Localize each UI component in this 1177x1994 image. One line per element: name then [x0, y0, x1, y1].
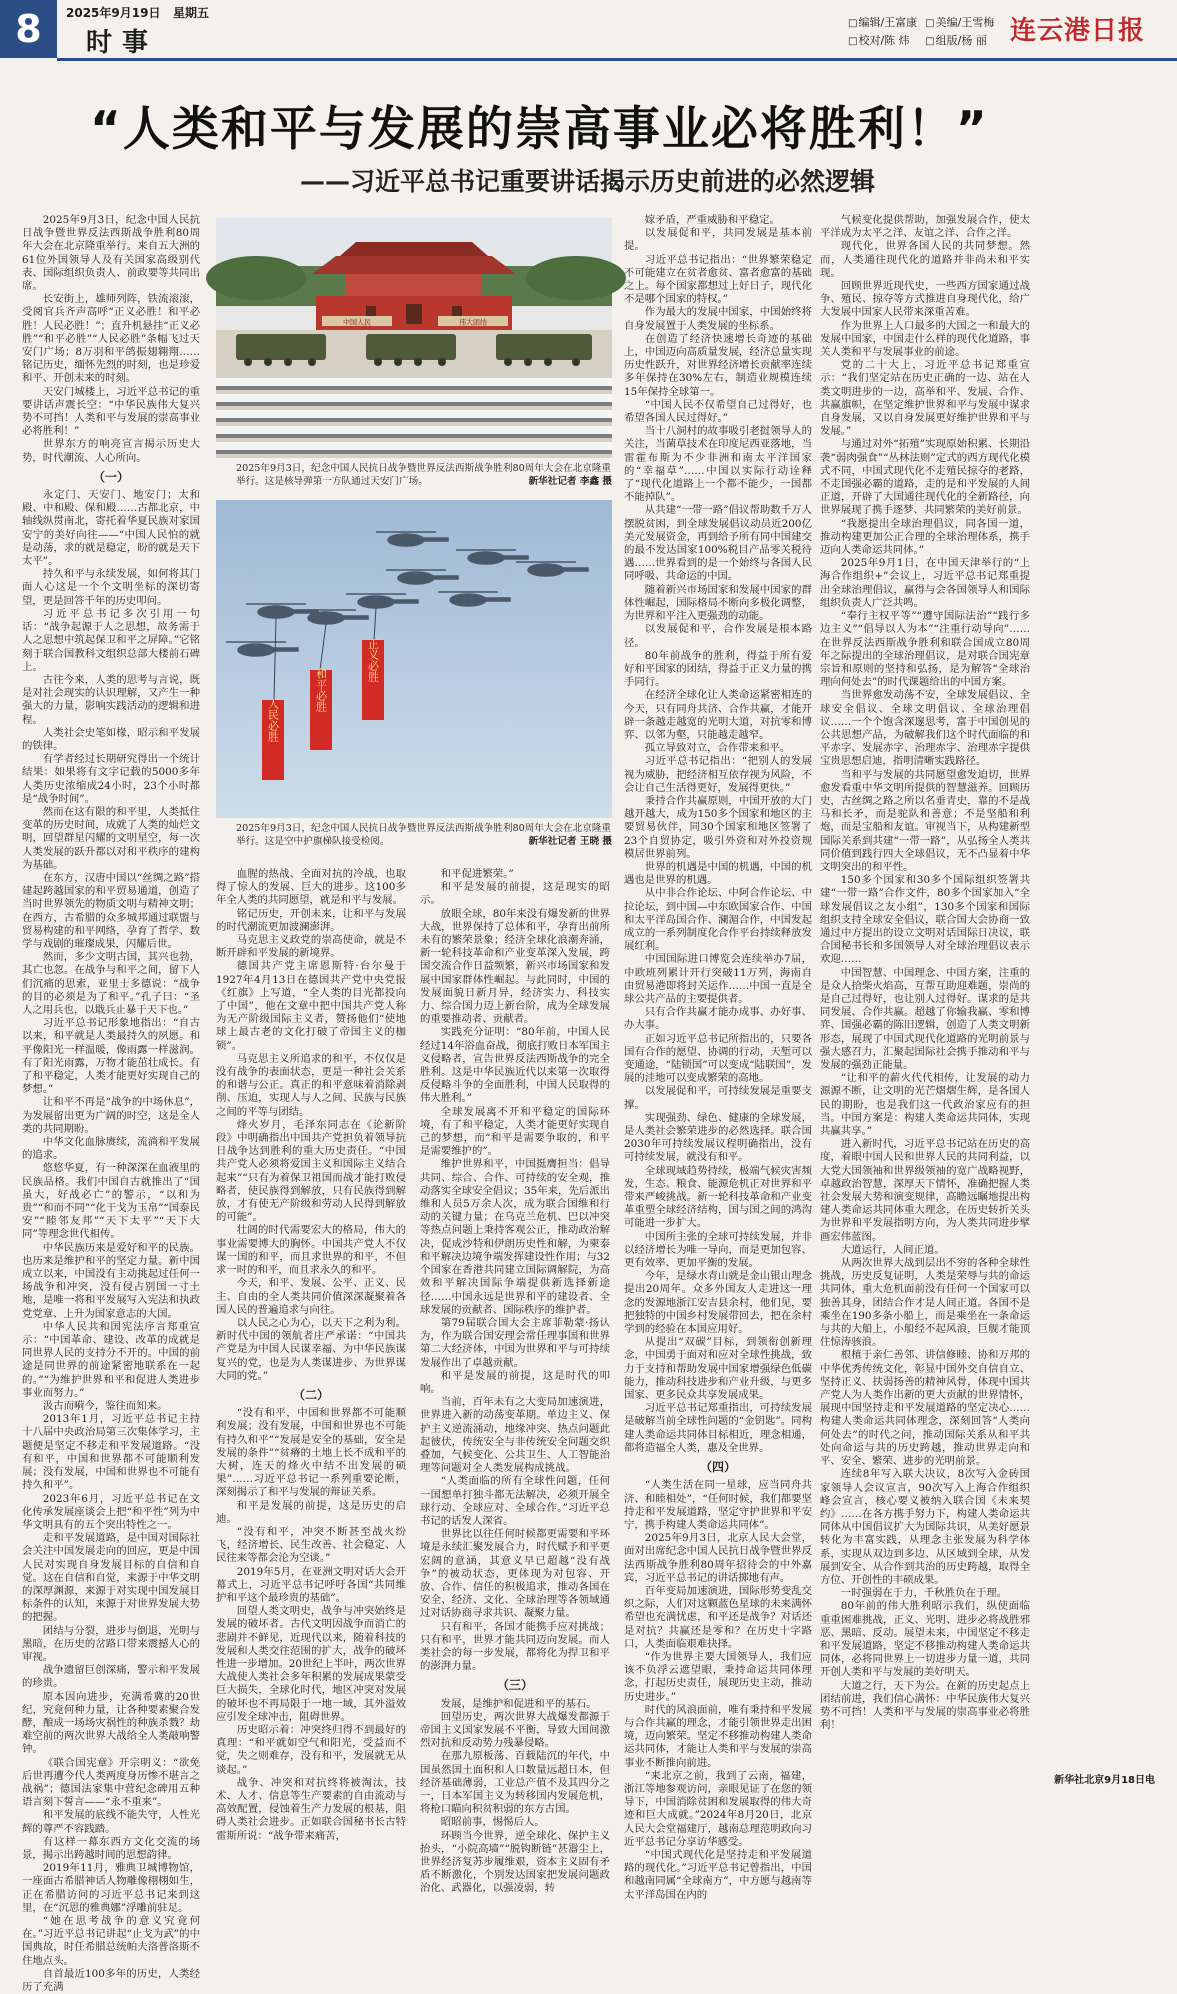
paragraph: 烽火岁月，毛泽东同志在《论新阶段》中明确指出中国共产党担负着领导抗日战争达到胜利的重大历史责任。“中国共产党人必须将爱国主义和国际主义结合起来”“只有为着保卫祖国而战才能打败侵略者，使民族得到解放，只有民族得到解放，才有使无产阶级和劳动人民得到解放的可能”。 — [216, 1118, 406, 1224]
paragraph: 中华文化血脉赓续，流淌和平发展的追求。 — [22, 1136, 200, 1162]
paragraph: 然而在这有限的和平里，人类抵住变革的历史时间，成就了人类的灿烂文明，回望群星闪耀的文明星空，每一次人类发展的跃升都以对和平秩序的建构为基础。 — [22, 805, 200, 871]
paragraph: 和平是发展的前提，这是时代的叩响。 — [420, 1369, 610, 1395]
article-column-1 — [22, 214, 200, 1994]
paragraph: 全球现域趋势持续，极端气候灾害频发，生态、粮食、能源危机正对世界和平带来严峻挑战。新一轮科技革命和产业变革重塑全球经济结构，国与国之间的鸿沟可能进一步扩大。 — [624, 1164, 812, 1230]
paragraph: 和平发展的底线不能失守，人性光辉的尊严不容践踏。 — [22, 1809, 200, 1835]
paragraph: 习近平总书记指出：“世界繁荣稳定不可能建立在贫者愈贫、富者愈富的基础之上。每个国家都想过上好日子，现代化不是哪个国家的特权。” — [624, 253, 812, 306]
paragraph: 大道之行，天下为公。在新的历史起点上团结前进，我们信心满怀：中华民族伟大复兴势不可挡！人类和平与发展的崇高事业必将胜利！ — [820, 1679, 1030, 1732]
subheadline: ——习近平总书记重要讲话揭示历史前进的必然逻辑 — [300, 167, 876, 196]
paragraph: 回望历史，两次世界大战爆发都源于帝国主义国家发展不平衡，导致大国间激烈对抗和反动势力残暴侵略。 — [420, 1710, 610, 1750]
paragraph: “没有和平，冲突不断甚至战火纷飞，经济增长、民生改善、社会稳定、人民往来等都会沦为空谈。” — [216, 1525, 406, 1565]
paragraph: 世界东方的响亮宣言揭示历史大势，时代潮流、人心所向。 — [22, 438, 200, 464]
article-column-4 — [624, 214, 812, 1901]
paragraph: 昭昭前事，惕惕后人。 — [440, 1816, 545, 1829]
paragraph: 铭记历史，开创未来，让和平与发展的时代潮流更加波澜澎湃。 — [216, 907, 406, 933]
masthead-rule — [57, 58, 1177, 61]
paragraph: 世界的机遇是中国的机遇，中国的机遇也是世界的机遇。 — [624, 860, 812, 887]
paragraph: 以人民之心为心，以天下之利为利。新时代中国的领航者庄严承诺：“中国共产党是为中国人民谋幸福、为中华民族谋复兴的党，也是为人类谋进步、为世界谋大同的党。” — [216, 1316, 406, 1382]
date-line — [66, 4, 209, 21]
paragraph: 百年变局加速演进，国际形势变乱交织之际，人们对这颗蓝色星球的未来满怀希望也充满忧虑，和平还是战争？对话还是对抗？共赢还是零和？在历史十字路口，人类面临艰难抉择。 — [624, 1584, 812, 1650]
paragraph: 实现强劲、绿色、健康的全球发展，是人类社会繁荣进步的必然选择。联合国2030年可持续发展议程明确指出，没有可持续发展，就没有和平。 — [624, 1111, 812, 1164]
paragraph: “她在思考战争的意义究竟何在。”习近平总书记讲起“止戈为武”的中国典故，时任希腊总统帕夫洛普洛斯不住地点头。 — [22, 1915, 200, 1967]
section-title: 时事 — [86, 28, 159, 58]
paragraph: 作为最大的发展中国家，中国始终将自身发展置于人类发展的坐标系。 — [624, 306, 812, 332]
paragraph: 持久和平与永续发展，如何将其门面人心这是一个个文明坐标的深切寄望，更是回答千年的历史叩问。 — [22, 568, 200, 607]
paragraph: 与通过对外“拓殖”实现原始积累、长期沿袭“弱肉强食”“丛林法则”定式的西方现代化模式不同，中国式现代化不走殖民掠夺的老路，不走国强必霸的道路，走的是和平发展的人间正道，开辟了大国通往现代化的全新路径，向世界展现了携手逐梦、共同繁荣的美好前景。 — [820, 438, 1030, 517]
paragraph: 汲古而嗬今，鉴往而知来。 — [42, 1400, 168, 1413]
paragraph: 中华民族历来是爱好和平的民族。也历来是维护和平的坚定力量。新中国成立以来，中国没有主动挑起过任何一场战争和冲突，没有侵占别国一寸土地，是唯一将和平发展写入宪法和执政党党章、上升为国家意志的大国。 — [22, 1241, 200, 1320]
paragraph: 回望人类文明史，战争与冲突始终是发展的破坏者。古代文明因战争而消亡的悲剧并不鲜见，近现代以来，随着科技的发展和人类交往范围的扩大，战争的破坏性进一步增加。20世纪上半叶，两次世界大战使人类社会多年积累的发展成果蒙受巨大损失，全球化时代，地区冲突对发展的破坏也不再局限于一地一域，其外溢效应引发全球冲击，阻碍世界。 — [216, 1605, 406, 1723]
paragraph: 全球发展离不开和平稳定的国际环境，有了和平稳定，人类才能更好实现自己的梦想，而“和平是需要争取的，和平是需要维护的”。 — [420, 1105, 610, 1158]
parade-photo-missiles — [216, 218, 612, 458]
article-column-3 — [420, 868, 610, 1895]
paragraph: 2019年11月，雅典卫城博物馆，一座面古希腊神话人物雕像栩栩如生，正在希腊访问的习近平总书记来到这里，在“沉思的雅典娜”浮雕前驻足。 — [22, 1862, 200, 1914]
paragraph: 连续8年写入联大决议，8次写入金砖国家领导人会议宣言，90次写入上海合作组织峰会宣言，核心要义被纳入联合国《未来契约》……在各方携手努力下，构建人类命运共同体从中国倡议扩大为国际共识，从美好愿景转化为丰富实践，从理念主张发展为科学体系，实现从双边到多边、从区域到全球，从发展到安全、从合作到共治的历史跨越，取得全方位、开创性的丰硕成果。 — [820, 1468, 1030, 1586]
photo-caption-2 — [236, 822, 612, 848]
weekday: 星期五 — [173, 6, 210, 20]
paragraph: “我愿提出全球治理倡议，同各国一道，推动构建更加公正合理的全球治理体系，携手迈向人类命运共同体。” — [820, 517, 1030, 557]
heli-banner-people: 人民必胜 — [266, 698, 280, 742]
paragraph: 在创造了经济快速增长奇迹的基础上，中国迈向高质量发展，经济总量实现历史性跃升，对世界经济增长贡献率连续多年保持在30%左右，制造业规模连续15年保持全球第一。 — [624, 332, 812, 398]
photo-caption-1-text: 2025年9月3日，纪念中国人民抗日战争暨世界反法西斯战争胜利80周年大会在北京隆重举行。这是核导弹第一方队通过天安门广场。 — [236, 463, 612, 487]
paragraph: 随着新兴市场国家和发展中国家的群体性崛起，国际格局不断向多极化调整，为世界和平注入更强劲的动能。 — [624, 583, 812, 623]
paragraph: 以发展促和平，可持续发展是重要支撑。 — [624, 1085, 812, 1111]
paragraph: “没有和平，中国和世界都不可能顺利发展；没有发展，中国和世界也不可能有持久和平”“发展是安全的基础，安全是发展的条件”“贫瘠的土地上长不成和平的大树，连天的烽火中结不出发展的硕果”……习近平总书记一系列重要论断，深刻揭示了和平与发展的辩证关系。 — [216, 1407, 406, 1499]
gate-banner-left: 中国人民 — [343, 318, 371, 327]
paragraph: “中国人民不仅希望自己过得好，也希望各国人民过得好。” — [624, 398, 812, 425]
photo-caption-1 — [236, 462, 612, 488]
editor-credit: □ 编辑/王富康 — [848, 14, 917, 32]
paragraph: 马克思主义所追求的和平，不仅仅是没有战争的表面状态，更是一种社会关系的和谐与公正。真正的和平意味着消除剥削、压迫，实现人与人之间、民族与民族之间的平等与团结。 — [216, 1052, 406, 1118]
section-heading: （一） — [92, 469, 129, 484]
paragraph: 维护世界和平，中国挺膺担当：倡导共同、综合、合作、可持续的安全观，推动落实全球安全倡议；35年来，先后派出维和人员5万余人次，成为联合国维和行动的关键力量；在乌克兰危机、巴以冲突等热点问题上秉持客观公正，推动政治解决，促成沙特和伊朗历史性和解，为柬泰和平解决边境争端发挥建设性作用；与32个国家在香港共同建立国际调解院，为高效和平解决国际争端提供新选择新途径……中国永远是世界和平的建设者、全球发展的贡献者、国际秩序的维护者。 — [420, 1158, 610, 1316]
paragraph: 气候变化提供帮助，加强发展合作，使太平洋成为太平之洋、友谊之洋、合作之洋。 — [820, 214, 1030, 240]
paper-name-logo: 连云港日报 — [1010, 16, 1146, 46]
paragraph: 悠悠华夏，有一种深深在血液里的民族品格。我们中国自古就推出了“国虽大，好战必亡”的警示，“以和为贵”“和而不同”“化干戈为玉帛”“国泰民安”“睦邻友邦”“天下太平”“天下大同”等理念世代相传。 — [22, 1162, 200, 1241]
paragraph: 一时强弱在于力，千秋胜负在于理。 — [840, 1587, 1008, 1600]
paragraph: 有这样一幕东西方文化交流的场景，揭示出跨越时间的思想韵律。 — [22, 1835, 200, 1861]
paragraph: 和平是发展的前提，这是现实的昭示。 — [420, 881, 610, 907]
paragraph: 壮阔的时代需要宏大的格局，伟大的事业需要博大的胸怀。中国共产党人不仅谋一国的和平，而且求世界的和平，不但求一时的和平，而且求永久的和平。 — [216, 1224, 406, 1277]
paragraph: 2019年5月，在亚洲文明对话大会开幕式上，习近平总书记呼吁各国“共同维护和平这个最珍贵的基础”。 — [216, 1565, 406, 1604]
heli-banner-peace: 和平必胜 — [314, 668, 328, 712]
parade-photo-helicopters — [216, 500, 612, 818]
paragraph: 永定门、天安门、地安门；太和殿、中和殿、保和殿……古都北京，中轴线纵贯南北，寄托着华夏民族对家国安宁的美好向往——“中国人民怕的就是动荡，求的就是稳定，盼的就是天下太平”。 — [22, 489, 200, 568]
paragraph: “来北京之前，我到了云南，福建，浙江等地参观访问，亲眼见证了在您的领导下，中国消除贫困和发展取得的伟大奇迹和巨大成就。”2024年8月20日，北京人民大会堂福建厅，越南总理范明政向习近平总书记分享访华感受。 — [624, 1769, 812, 1848]
paragraph: 2025年9月3日，北京人民大会堂，面对出席纪念中国人民抗日战争暨世界反法西斯战争胜利80周年招待会的中外嘉宾，习近平总书记的讲话掷地有声。 — [624, 1532, 812, 1584]
paragraph: 当前，百年未有之大变局加速演进，世界进入新的动荡变革期。单边主义、保护主义逆流涌动，地缘冲突、热点问题此起彼伏，传统安全与非传统安全问题交织叠加，气候变化、公共卫生、人工智能治理等问题对全人类发展构成挑战。 — [420, 1396, 610, 1475]
paragraph: 从两次世界大战到层出不穷的各种全球性挑战，历史反复证明，人类是荣辱与共的命运共同体，重大危机面前没有任何一个国家可以独善其身，团结合作才是人间正道。各国不是乘坐在190多条小船上，而是乘坐在一条命运与共的大船上，小船经不起风浪，巨舰才能顶住惊涛骇浪。 — [820, 1257, 1030, 1349]
heli-banner-justice: 正义必胜 — [366, 638, 380, 682]
paragraph: 嫁矛盾，严重威胁和平稳定。 — [644, 214, 780, 226]
paragraph: 今天，和平、发展、公平、正义、民主、自由的全人类共同价值深深凝聚着各国人民的普遍追求与向往。 — [216, 1277, 406, 1316]
paragraph: 当十八洞村的故事吸引老挝领导人的关注，当菌草技术在印度尼西亚落地，当雷霍布斯为不少非洲和南太平洋国家的“幸福草”……中国以实际行动诠释了“现代化道路上一个都不能少，一国都不能掉队”。 — [624, 425, 812, 504]
paragraph: 习近平总书记多次引用一句话：“战争起源于人之思想，故务需于人之思想中筑起保卫和平之屏障。”它铭刻于联合国教科文组织总部大楼前石碑上。 — [22, 607, 200, 673]
paragraph: 党的二十大上，习近平总书记郑重宣示：“我们坚定站在历史正确的一边、站在人类文明进步的一边，高举和平、发展、合作、共赢旗帜，在坚定维护世界和平与发展中谋求自身发展，又以自身发展更好维护世界和平与发展。” — [820, 359, 1030, 438]
paragraph: 当和平与发展的共同愿望愈发迫切，世界愈发看重中华文明所提供的智慧滋养。回顾历史，古丝绸之路之所以名垂青史，靠的不是战马和长矛，而是驼队和善意；不是坚船和利炮，而是宝船和友谊。审视当下，从构建新型国际关系到共建“一带一路”，从弘扬全人类共同价值到践行四大全球倡议，无不凸显着中华文明突出的和平性。 — [820, 768, 1030, 873]
paragraph: 从提出“双碳”目标，到领衔创新理念，中国勇于面对和应对全球性挑战，致力于支持和帮助发展中国家增强绿色低碳能力，推动科技进步和产业升级，与更多国家、更多民众共享发展成果。 — [624, 1336, 812, 1402]
paragraph: 进入新时代，习近平总书记站在历史的高度，着眼中国人民和世界人民的共同利益，以大党大国领袖和世界级领袖的宽广战略视野，卓越政治智慧，深厚天下情怀，准确把握人类社会发展大势和演变规律，高瞻远瞩地提出构建人类命运共同体重大理念，在历史转折关头为世界和平发展指明方向，为人类共同进步擘画宏伟蓝图。 — [820, 1138, 1030, 1243]
paragraph: 德国共产党主席恩斯特·台尔曼于1927年4月13日在德国共产党中央党报《红旗》上写道，“全人类的目光都投向了中国”，他在文章中把中国共产党人称为无产阶级国际主义者，赞扬他们“使地球上最古老的文化打破了帝国主义的枷锁”。 — [216, 960, 406, 1052]
paragraph: 《联合国宪章》开宗明义：“欲免后世再遭今代人类两度身历惨不堪言之战祸”；德国法家集中营纪念碑用五种语言刻下誓言——“永不重来”。 — [22, 1756, 200, 1809]
paragraph: 2025年9月3日，纪念中国人民抗日战争暨世界反法西斯战争胜利80周年大会在北京隆重举行。来自五大洲的61位外国领导人及有关国家高级别代表、国际组织负责人、前政要等共同出席。 — [22, 214, 200, 293]
paragraph: 从中非合作论坛、中阿合作论坛、中拉论坛，到中国—中东欧国家合作、中国和太平洋岛国合作、澜湄合作，中国发起成立的一系列制度化合作平台持续释放发展红利。 — [624, 887, 812, 953]
article-column-5 — [820, 214, 1030, 1754]
paragraph: 长安街上，雄师列阵，铁流滚滚，受阅官兵齐声高呼“正义必胜！和平必胜！人民必胜！”；直升机悬挂“正义必胜”“和平必胜”“人民必胜”条幅飞过天安门广场；8万羽和平鸽振翅翱翔……铭记历史，缅怀先烈的时刻，也是珍爱和平、开创未来的时刻。 — [22, 293, 200, 385]
paragraph: 当世界愈发动荡不安，全球发展倡议、全球安全倡议、全球文明倡议、全球治理倡议……一个个饱含深邃思考，富于中国创见的公共思想产品，为破解我们这个时代面临的和平赤字、发展赤字、治理赤字、治理赤字提供宝贵思想启迪，指明清晰实践路径。 — [820, 689, 1030, 768]
photo-credit-1: 新华社记者 李鑫 摄 — [528, 476, 612, 487]
paragraph: 人类社会史笔如椽，昭示和平发展的铁律。 — [22, 726, 200, 752]
paragraph: 让和平不再是“战争的中场休息”，为发展留出更为广阔的时空，这是全人类的共同期盼。 — [22, 1096, 200, 1135]
paragraph: 习近平总书记形象地指出：“自古以来，和平就是人类最持久的夙愿。和平像阳光一样温暖，像雨露一样滋润。有了阳光雨露，万物才能茁壮成长。有了和平稳定，人类才能更好实现自己的梦想。” — [22, 1017, 200, 1096]
paragraph: 只有和平，各国才能携手应对挑战；只有和平，世界才能共同迈向发展。而人类社会的每一步发展，都将化为捍卫和平的澎湃力量。 — [420, 1620, 610, 1673]
article-column-2 — [216, 868, 406, 1842]
section-heading: （四） — [699, 1460, 736, 1475]
paragraph: 中国智慧、中国理念、中国方案，注重的是众人拾柴火焰高，互帮互助迎难题，崇尚的是自己过得好，也让别人过得好。谋求的是共同发展、合作共赢。超越了你输我赢、零和博弈、国强必霸的陈旧逻辑，创造了人类文明新形态，展现了中国式现代化道路的光明前景与强大感召力，汇聚起国际社会携手推动和平与发展的强劲正能量。 — [820, 966, 1030, 1071]
paragraph: 和平是发展的前提，这是历史的启迪。 — [216, 1499, 406, 1525]
paragraph: “让和平的薪火代代相传，让发展的动力源源不断，让文明的光芒熠熠生辉，是各国人民的期盼，也是我们这一代政治家应有的担当。中国方案是：构建人类命运共同体，实现共赢共享。” — [820, 1072, 1030, 1138]
paragraph: 第79届联合国大会主席菲勒蒙·扬认为，作为联合国安理会常任理事国和世界第二大经济体，中国为世界和平与可持续发展作出了卓越贡献。 — [420, 1316, 610, 1369]
paragraph: 团结与分裂，进步与倒退，光明与黑暗，在历史的岔路口带来震撼人心的审视。 — [22, 1624, 200, 1663]
gate-banner-right: 伟大团结 — [459, 318, 487, 327]
paragraph: 只有合作共赢才能办成事、办好事、办大事。 — [624, 1006, 812, 1032]
editor-credit: □ 组版/杨 丽 — [925, 32, 994, 50]
headline: “人类和平与发展的崇高事业必将胜利！” — [90, 102, 989, 157]
paragraph: 在经济全球化让人类命运紧密相连的今天，只有同舟共济、合作共赢，才能开辟一条越走越宽的光明大道，对抗零和博弈、以邻为壑，只能越走越窄。 — [624, 689, 812, 741]
section-heading: （三） — [496, 1678, 533, 1693]
paragraph: 历史昭示着：冲突终归得不到最好的真理：“和平就如空气和阳光，受益而不觉，失之则难存，没有和平，发展就无从谈起。” — [216, 1724, 406, 1776]
paragraph: 2013年1月，习近平总书记主持十八届中央政治局第三次集体学习，主题便是坚定不移走和平发展道路。“没有和平，中国和世界都不可能顺利发展；没有发展，中国和世界也不可能有持久和平”。 — [22, 1413, 200, 1492]
editor-credit: □ 美编/王雪梅 — [925, 14, 994, 32]
paragraph: 孤立导致对立，合作带来和平。 — [644, 742, 791, 755]
paragraph: 现代化，世界各国人民的共同梦想。然而，人类通往现代化的道路并非尚未和平实现。 — [820, 240, 1030, 279]
paragraph: 原本因向进步，充满希冀的20世纪，究竟何种力量，让各种要素聚合发酵，酿成一场场灾祸性的种族杀戮？劫难空前的两次世界大战给全人类敲响警钟。 — [22, 1690, 200, 1756]
paragraph: “中国式现代化是坚持走和平发展道路的现代化。”习近平总书记曾指出，中国和越南同属“全球南方”，中方愿与越南等太平洋岛国在内的 — [624, 1848, 812, 1901]
paragraph: 然而，多少文明古国，其兴也勃，其亡也忽。在战争与和平之间，留下人们沉痛的思索，亚里士多德说：“战争的目的必须是为了和平。”孔子曰：“圣人之用兵也，以戢兵止暴于天下也。” — [22, 951, 200, 1016]
paragraph: 在东方，汉唐中国以“丝绸之路”搭建起跨越国家的和平贸易通道，创造了当时世界领先的物质文明与精神文明；在西方，古希腊的众多城邦通过联盟与贸易构建的和平网络，孕育了哲学、数学与戏剧的璀璨成果，闪耀后世。 — [22, 871, 200, 950]
paragraph: 以发展促和平，合作发展是根本路径。 — [624, 623, 812, 649]
paragraph: 80年前战争的胜利，得益于所有爱好和平国家的团结，得益于正义力量的携手同行。 — [624, 649, 812, 689]
paragraph: 以发展促和平，共同发展是基本前提。 — [624, 227, 812, 253]
paragraph: 马克思主义政党的崇高使命，就是不断开辟和平发展的新境界。 — [216, 934, 406, 960]
parade-photo-missiles-image — [216, 218, 612, 458]
dateline-credit: 新华社北京9月18日电 — [1054, 1775, 1155, 1786]
paragraph: 大道运行，人间正道。 — [840, 1243, 945, 1256]
paragraph: 2023年6月，习近平总书记在文化传承发展座谈会上把“和平性”列为中华文明具有的五个突出特性之一。 — [22, 1492, 200, 1531]
paragraph: “奉行主权平等”“遵守国际法治”“践行多边主义”“倡导以人为本”“注重行动导向”……在世界反法西斯战争胜利和联合国成立80周年之际提出的全球治理倡议，是对联合国宪章宗旨和原则的坚持和弘扬，是为解答“全球治理向何处去”的时代课题给出的中国方案。 — [820, 610, 1030, 689]
paragraph: 时代的风浪面前，唯有秉持和平发展与合作共赢的理念，才能引领世界走出困境，迈向繁荣。坚定不移推动构建人类命运共同体，才能让人类和平与发展的崇高事业不断推向前进。 — [624, 1703, 812, 1769]
paragraph: 天安门城楼上，习近平总书记的重要讲话声震长空：“中华民族伟大复兴势不可挡！人类和平与发展的崇高事业必将胜利！” — [22, 385, 200, 438]
paragraph: “作为世界主要大国领导人，我们应该不负浮云遮望眼，秉持命运共同体理念，打起历史责任，展现历史主动，推动历史进步。” — [624, 1650, 812, 1703]
paragraph: “人类生活在同一星球，应当同舟共济、和睦相处”，“任何时候，我们都要坚持走和平发展道路，坚定守护世界和平安宁，携手构建人类命运共同体”。 — [624, 1479, 812, 1531]
date: 2025年9月19日 — [66, 6, 161, 20]
paragraph: 实践充分证明：“80年前，中国人民经过14年浴血奋战，彻底打败日本军国主义侵略者，宣告世界反法西斯战争的完全胜利。这是中华民族近代以来第一次取得反侵略斗争的全面胜利，中国人民取得的伟大胜利。” — [420, 1026, 610, 1105]
paragraph: 血腥的热战、全面对抗的冷战，也取得了惊人的发展、巨大的进步。这100多年全人类的共同愿望，就是和平与发展。 — [216, 868, 406, 907]
paragraph: 中国国际进口博览会连续举办7届，中欧班列累计开行突破11万列，海南自由贸易港即将封关运作……中国一直是全球公共产品的主要提供者。 — [624, 953, 812, 1005]
paragraph: 习近平总书记指出：“把别人的发展视为威胁，把经济相互依存视为风险，不会让自己生活得更好，发展得更快。” — [624, 755, 812, 794]
paragraph: 秉持合作共赢原则，中国开放的大门越开越大，成为150多个国家和地区的主要贸易伙伴，同30个国家和地区签署了23个自贸协定，吸引外资和对外投资规模居世界前列。 — [624, 794, 812, 860]
paragraph: 中华人民共和国宪法序言郑重宣示：“中国革命、建设、改革的成就是同世界人民的支持分不开的。中国的前途是同世界的前途紧密地联系在一起的。”“为维护世界和平和促进人类进步事业而努力。” — [22, 1320, 200, 1399]
paragraph: 150多个国家和30多个国际组织签署共建“一带一路”合作文件，80多个国家加入“全球发展倡议之友小组”，130多个国家和国际组织支持全球安全倡议，联合国大会协商一致通过中方提出的设立文明对话国际日决议，联合国秘书长和多国领导人对全球治理倡议表示欢迎…… — [820, 874, 1030, 966]
paragraph: 中国所主张的全球可持续发展，并非以经济增长为唯一导向，而是更加包容、更有效率、更加平衡的发展。 — [624, 1230, 812, 1270]
paragraph: 走和平发展道路，是中国对国际社会关注中国发展走向的回应，更是中国人民对实现自身发展目标的自信和自觉。这在自信和自觉，来源于中华文明的深厚渊源，来源于对实现中国发展目标条件的认知，来源于对世界发展大势的把握。 — [22, 1532, 200, 1624]
section-heading: （二） — [292, 1387, 329, 1402]
paragraph: 世界比以往任何时候都更需要和平环境是永续汇聚发展合力，时代赋予和平更宏阔的意涵，其意义早已超越“没有战争”的被动状态，更体现为对包容、开放、合作、信任的积极追求，推动各国在安全、经济、文化、全球治理等各领域通过对话协商寻求共识、凝聚力量。 — [420, 1528, 610, 1620]
paragraph: 环顾当今世界，逆全球化、保护主义抬头，“小院高墙”“脱钩断链”甚嚣尘上，世界经济复苏步履维艰，资本主义固有矛盾不断激化，个别发达国家把发展问题政治化、武器化，以强凌弱，转 — [420, 1829, 610, 1895]
parade-photo-helicopters-image — [216, 500, 612, 818]
paragraph: 战争、冲突和对抗终将被淘汰，技术、人才、信息等生产要素的自由流动与高效配置，侵蚀着生产力发展的根基，阻碍人类社会进步。正如联合国秘书长古特雷斯所说：“战争带来痛苦， — [216, 1776, 406, 1842]
editor-credit: □ 校对/陈 炜 — [848, 32, 917, 50]
paragraph: 和平促进繁荣。” — [440, 868, 514, 880]
paragraph: 发展，是维护和促进和平的基石。 — [440, 1697, 597, 1710]
paragraph: 正如习近平总书记所指出的，只要各国有合作的愿望、协调的行动，天堑可以变通途，“陆锁国”可以变成“陆联国”，发展的洼地可以变成繁荣的高地。 — [624, 1032, 812, 1085]
paragraph: 根植于亲仁善邻、讲信修睦、协和万邦的中华优秀传统文化，彰显中国外交自信自立、坚持正义、扶弱扬善的精神风骨，体现中国共产党人为人类作出新的更大贡献的世界情怀，展现中国坚持走和平发展道路的坚定决心……构建人类命运共同体理念，深刻回答“人类向何处去”的时代之问，推动国际关系从和平共处向命运与共的历史跨越，推动世界走向和平、安全、繁荣、进步的光明前景。 — [820, 1349, 1030, 1468]
photo-caption-2-text: 2025年9月3日，纪念中国人民抗日战争暨世界反法西斯战争胜利80周年大会在北京隆重举行。这是空中护旗梯队接受检阅。 — [236, 823, 612, 847]
paragraph: 有学者经过长期研究得出一个统计结果：如果将有文字记载的5000多年人类历史浓缩成24小时，23个小时都是“战争时间”。 — [22, 753, 200, 805]
paragraph: 作为世界上人口最多的大国之一和最大的发展中国家，中国走什么样的现代化道路，事关人类和平与发展事业的前途。 — [820, 319, 1030, 359]
paragraph: 习近平总书记郑重指出，可持续发展是破解当前全球性问题的“金钥匙”。同构建人类命运共同体目标相近，理念相通，都将造福全人类，惠及全世界。 — [624, 1402, 812, 1454]
page-number: 8 — [0, 0, 57, 58]
paragraph: 在那九原板荡、百载陆沉的年代，中国虽然国土面积和人口数量远超日本，但经济基础薄弱，工业总产值不及其四分之一，日本军国主义为转移国内发展危机，将枪口瞄向积贫积弱的东方古国。 — [420, 1750, 610, 1816]
photo-credit-2: 新华社记者 王晓 摄 — [528, 836, 612, 847]
paragraph: 今年，是绿水青山就是金山银山理念提出20周年。众多外国友人走进这一理念的发源地浙江安吉县余村，他们见，要把独特的中国乡村发展带回去，把在余村学到的经验在本国应用好。 — [624, 1270, 812, 1336]
paragraph: 战争遗留巨创深痛，警示和平发展的珍贵。 — [22, 1664, 200, 1690]
paragraph: 自首最近100多年的历史，人类经历了充满 — [22, 1967, 200, 1994]
paragraph: 从共建“一带一路”倡议帮助数千万人摆脱贫困，到全球发展倡议动员近200亿美元发展资金，再到给予所有同中国建交的最不发达国家100%税目产品零关税待遇……世界看到的是一个始终与各国人民同呼吸、共命运的中国。 — [624, 504, 812, 583]
masthead — [0, 0, 1177, 58]
paragraph: 2025年9月1日，在中国天津举行的“上海合作组织+”会议上，习近平总书记郑重提出全球治理倡议，赢得与会各国领导人和国际组织负责人广泛共鸣。 — [820, 557, 1030, 609]
paragraph: “人类面临的所有全球性问题，任何一国想单打独斗都无法解决，必须开展全球行动、全球应对、全球合作。”习近平总书记的话发人深省。 — [420, 1475, 610, 1527]
paragraph: 80年前的伟大胜利昭示我们，纵使面临重重困难挑战，正义、光明、进步必将战胜邪恶、黑暗、反动。展望未来，中国坚定不移走和平发展道路，坚定不移推动构建人类命运共同体，必将同世界上一切进步力量一道，共同开创人类和平与发展的美好明天。 — [820, 1600, 1030, 1679]
paragraph: 古往今来，人类的思考与言说，既是对社会现实的认识理解，又产生一种强大的力量，影响实践活动的逻辑和进程。 — [22, 673, 200, 726]
paragraph: 回顾世界近现代史，一些西方国家通过战争、殖民、掠夺等方式推进自身现代化，给广大发展中国家人民带来深重苦难。 — [820, 280, 1030, 319]
paragraph: 放眼全球，80年来没有爆发新的世界大战，世界保持了总体和平，孕育出前所未有的繁荣景象；经济全球化浪潮奔涌，新一轮科技革命和产业变革深入发展，跨国交流合作日益频繁，新兴市场国家和发展中国家群体性崛起。与此同时，中国的发展面貌日新月异，经济实力、科技实力、综合国力迈上新台阶，成为全球发展的重要推动者、贡献者。 — [420, 907, 610, 1026]
editor-credits — [848, 14, 994, 50]
